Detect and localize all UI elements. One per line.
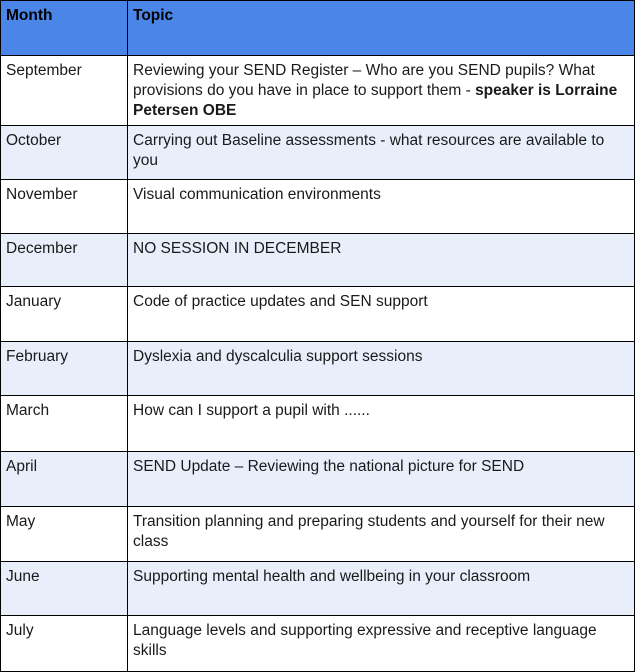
month-cell: January (1, 287, 128, 342)
topic-cell: Transition planning and preparing students and yourself for their new class (128, 507, 635, 562)
speaker-text: speaker is Lorraine Petersen OBE (133, 82, 618, 119)
topic-cell: Carrying out Baseline assessments - what resources are available to you (128, 126, 635, 180)
topic-cell: Visual communication environments (128, 180, 635, 234)
table-row-april (1, 452, 635, 507)
month-cell: October (1, 126, 128, 180)
table-row-january (1, 287, 635, 342)
topic-cell: SEND Update – Reviewing the national picture for SEND (128, 452, 635, 507)
month-cell: June (1, 562, 128, 616)
table-row-june (1, 562, 635, 616)
month-cell: July (1, 616, 128, 672)
table-row-october (1, 126, 635, 180)
topic-cell: Dyslexia and dyscalculia support sessions (128, 342, 635, 396)
table-row-may (1, 507, 635, 562)
topic-cell: Code of practice updates and SEN support (128, 287, 635, 342)
month-cell: December (1, 234, 128, 287)
month-cell: March (1, 396, 128, 452)
header-row (1, 1, 635, 56)
table-row-november (1, 180, 635, 234)
topic-column-header: Topic (128, 1, 635, 56)
month-cell: November (1, 180, 128, 234)
topic-cell: NO SESSION IN DECEMBER (128, 234, 635, 287)
month-column-header: Month (1, 1, 128, 56)
table-row-december (1, 234, 635, 287)
table-row-july (1, 616, 635, 672)
table-row-february (1, 342, 635, 396)
topic-cell: Supporting mental health and wellbeing in your classroom (128, 562, 635, 616)
month-cell: September (1, 56, 128, 126)
topic-text: Reviewing your SEND Register – Who are you SEND pupils? What provisions do you have in place to support them - (133, 62, 595, 99)
month-cell: May (1, 507, 128, 562)
topic-cell (128, 56, 635, 126)
table-row-september (1, 56, 635, 126)
month-cell: April (1, 452, 128, 507)
topic-cell: How can I support a pupil with ...... (128, 396, 635, 452)
table-row-march (1, 396, 635, 452)
month-cell: February (1, 342, 128, 396)
topic-cell: Language levels and supporting expressive and receptive language skills (128, 616, 635, 672)
